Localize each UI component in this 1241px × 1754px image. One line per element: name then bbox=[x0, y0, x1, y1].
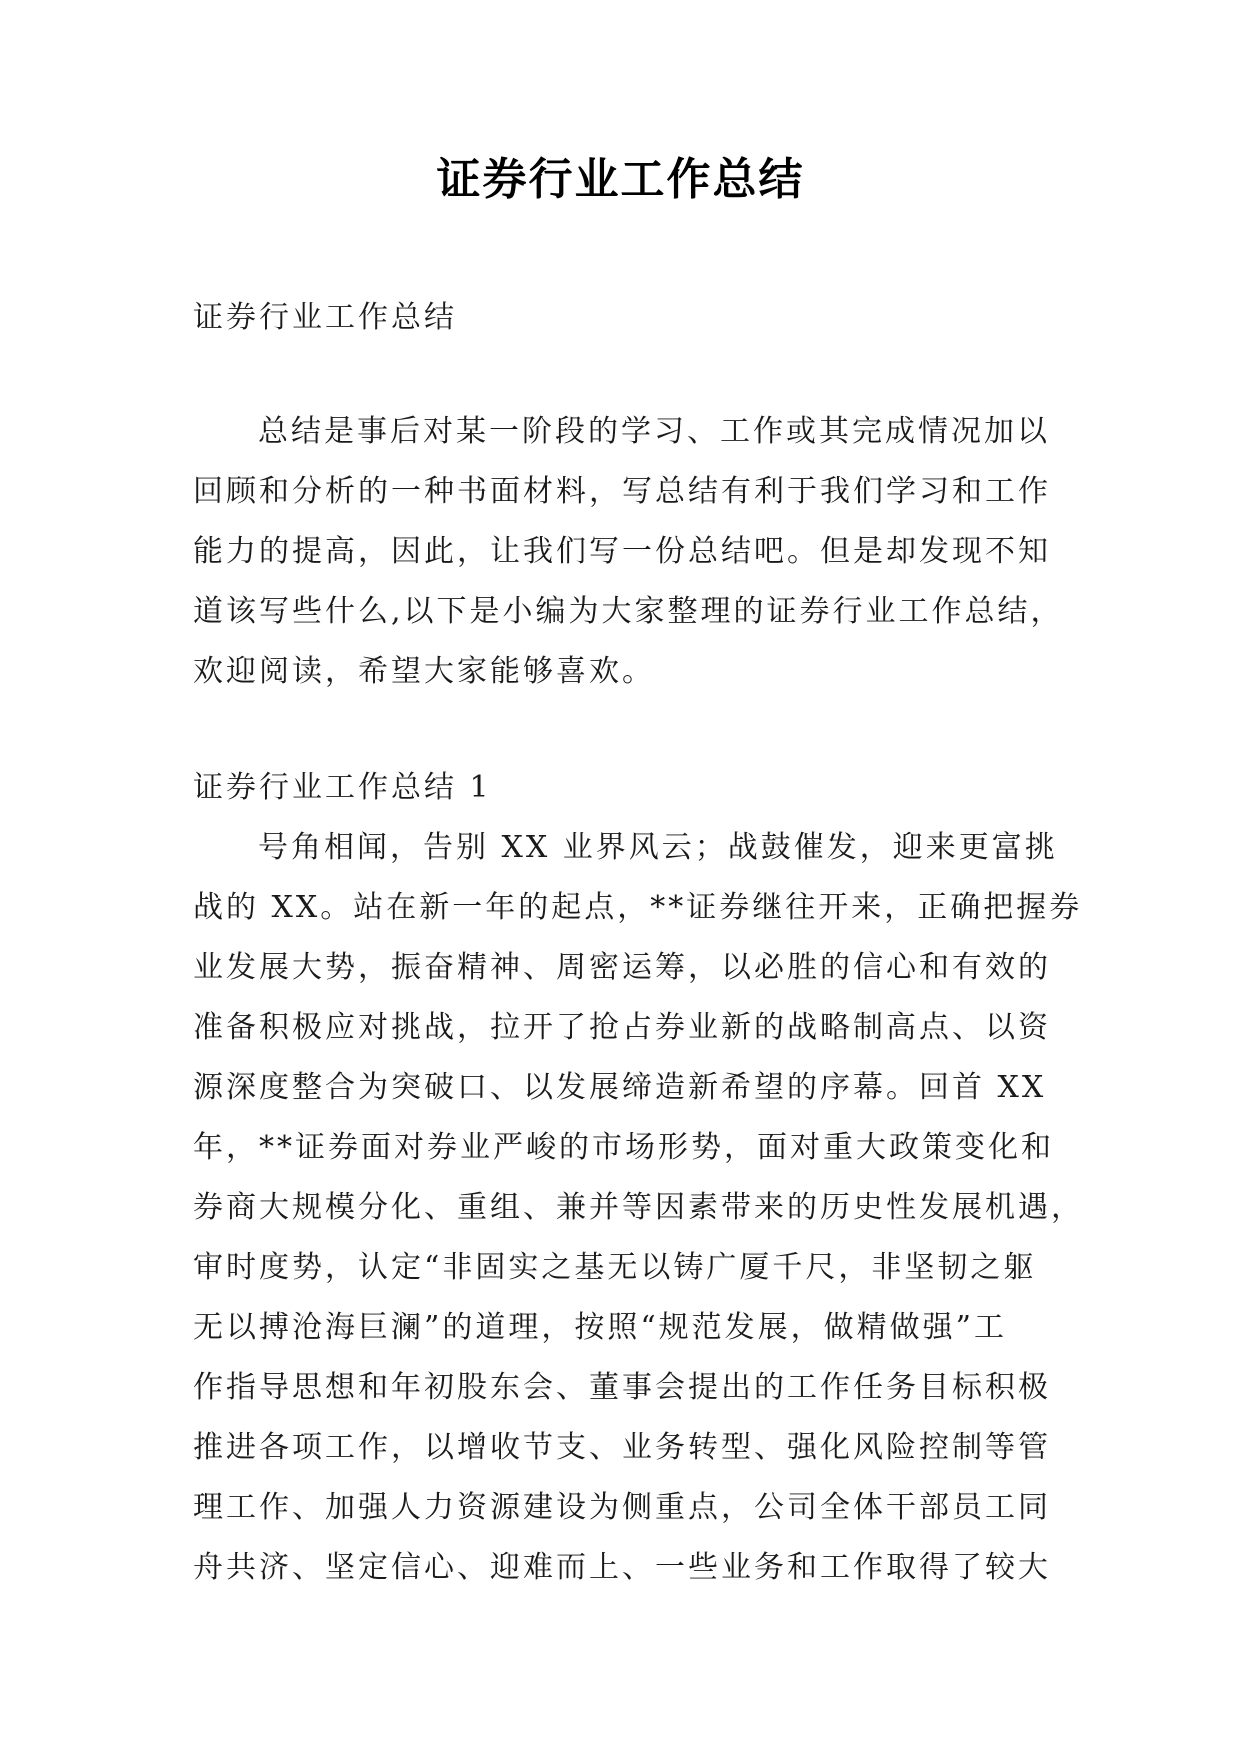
section-line: 战的 XX。站在新一年的起点，**证券继往开来，正确把握券 bbox=[193, 890, 1083, 925]
section-line: 业发展大势，振奋精神、周密运筹，以必胜的信心和有效的 bbox=[193, 950, 1051, 985]
intro-line: 欢迎阅读，希望大家能够喜欢。 bbox=[193, 654, 655, 689]
document-subtitle: 证券行业工作总结 bbox=[193, 300, 457, 335]
section-line: 作指导思想和年初股东会、董事会提出的工作任务目标积极 bbox=[193, 1370, 1051, 1405]
section-line: 号角相闻，告别 XX 业界风云；战鼓催发，迎来更富挑 bbox=[258, 830, 1058, 865]
intro-line: 能力的提高，因此，让我们写一份总结吧。但是却发现不知 bbox=[193, 534, 1051, 569]
section-line: 券商大规模分化、重组、兼并等因素带来的历史性发展机遇， bbox=[193, 1190, 1084, 1225]
section-heading: 证券行业工作总结 1 bbox=[193, 770, 492, 805]
section-line: 源深度整合为突破口、以发展缔造新希望的序幕。回首 XX bbox=[193, 1070, 1047, 1105]
document-title: 证券行业工作总结 bbox=[436, 154, 805, 205]
section-line: 舟共济、坚定信心、迎难而上、一些业务和工作取得了较大 bbox=[193, 1550, 1051, 1585]
section-line: 准备积极应对挑战，拉开了抢占券业新的战略制高点、以资 bbox=[193, 1010, 1051, 1045]
intro-line: 道该写些什么,以下是小编为大家整理的证券行业工作总结， bbox=[193, 594, 1064, 629]
section-line: 无以搏沧海巨澜”的道理，按照“规范发展，做精做强”工 bbox=[193, 1310, 1008, 1345]
section-line: 理工作、加强人力资源建设为侧重点，公司全体干部员工同 bbox=[193, 1490, 1051, 1525]
intro-line: 回顾和分析的一种书面材料，写总结有利于我们学习和工作 bbox=[193, 474, 1051, 509]
section-line: 审时度势，认定“非固实之基无以铸广厦千尺，非坚韧之躯 bbox=[193, 1250, 1037, 1285]
section-line: 年，**证券面对券业严峻的市场形势，面对重大政策变化和 bbox=[193, 1130, 1054, 1165]
section-line: 推进各项工作，以增收节支、业务转型、强化风险控制等管 bbox=[193, 1430, 1051, 1465]
intro-line: 总结是事后对某一阶段的学习、工作或其完成情况加以 bbox=[258, 414, 1050, 449]
